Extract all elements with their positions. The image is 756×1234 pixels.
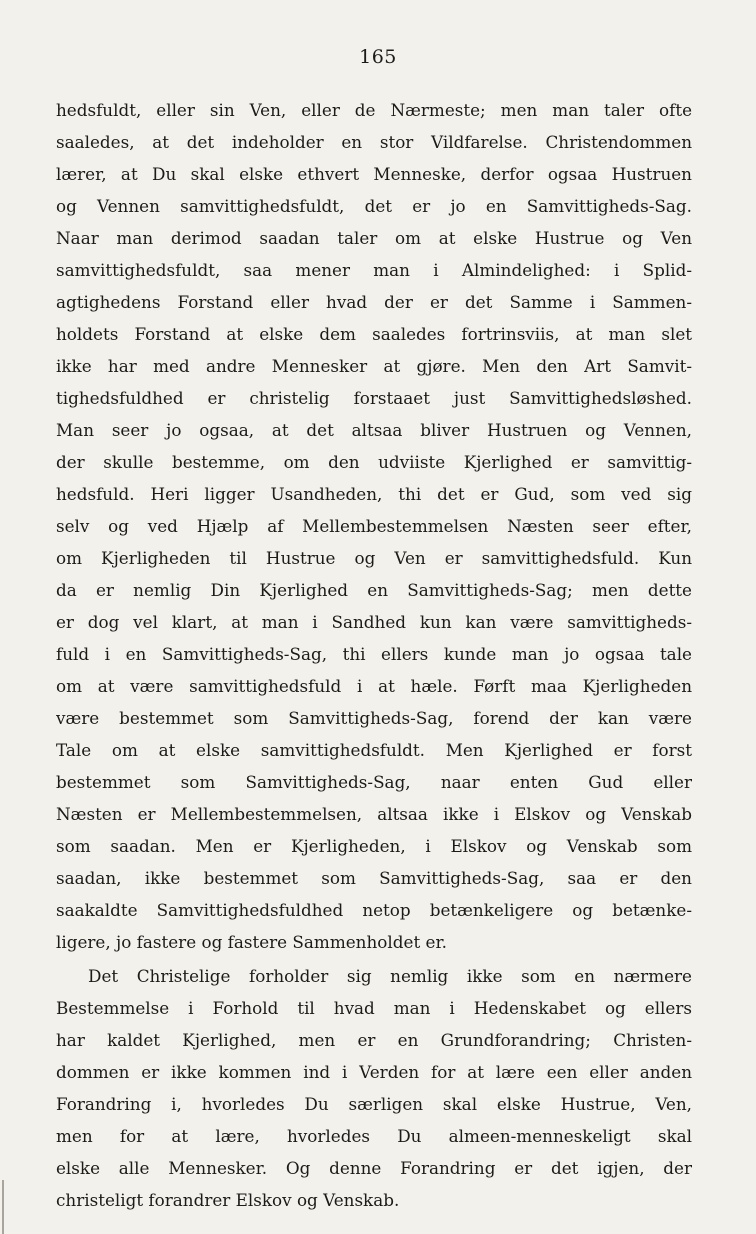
text-line: Man seer jo ogsaa, at det altsaa bliver Hustruen og Vennen, <box>56 420 692 440</box>
text-line: ligere, jo fastere og fastere Sammenholdet er. <box>56 932 447 952</box>
text-line: er dog vel klart, at man i Sandhed kun kan være samvittigheds- <box>56 612 692 632</box>
text-line: elske alle Mennesker. Og denne Forandring er det igjen, der <box>56 1158 692 1178</box>
body-text <box>56 94 692 1216</box>
text-line: om at være samvittighedsfuld i at hæle. Førft maa Kjerligheden <box>56 676 692 696</box>
text-line: som saadan. Men er Kjerligheden, i Elskov og Venskab som <box>56 836 692 856</box>
text-line: samvittighedsfuldt, saa mener man i Almindelighed: i Splid- <box>56 260 692 280</box>
text-line: da er nemlig Din Kjerlighed en Samvittigheds-Sag; men dette <box>56 580 692 600</box>
text-line: fuld i en Samvittigheds-Sag, thi ellers kunde man jo ogsaa tale <box>56 644 692 664</box>
text-line: lærer, at Du skal elske ethvert Menneske, derfor ogsaa Hustruen <box>56 164 692 184</box>
text-line: Bestemmelse i Forhold til hvad man i Hedenskabet og ellers <box>56 998 692 1018</box>
text-line: Det Christelige forholder sig nemlig ikke som en nærmere <box>88 966 692 986</box>
scan-edge-mark <box>2 1180 4 1234</box>
text-line: hedsfuld. Heri ligger Usandheden, thi det er Gud, som ved sig <box>56 484 692 504</box>
text-line: Forandring i, hvorledes Du særligen skal elske Hustrue, Ven, <box>56 1094 692 1114</box>
text-line: christeligt forandrer Elskov og Venskab. <box>56 1190 400 1210</box>
text-line: Tale om at elske samvittighedsfuldt. Men Kjerlighed er forst <box>56 740 692 760</box>
paragraph-2 <box>56 960 692 1216</box>
text-line: saakaldte Samvittighedsfuldhed netop betænkeligere og betænke- <box>56 900 692 920</box>
text-line: dommen er ikke kommen ind i Verden for at lære een eller anden <box>56 1062 692 1082</box>
text-line: saadan, ikke bestemmet som Samvittigheds-Sag, saa er den <box>56 868 692 888</box>
text-line: selv og ved Hjælp af Mellembestemmelsen Næsten seer efter, <box>56 516 692 536</box>
text-line: Næsten er Mellembestemmelsen, altsaa ikke i Elskov og Venskab <box>56 804 692 824</box>
text-line: være bestemmet som Samvittigheds-Sag, forend der kan være <box>56 708 692 728</box>
text-line: holdets Forstand at elske dem saaledes fortrinsviis, at man slet <box>56 324 692 344</box>
text-line: saaledes, at det indeholder en stor Vildfarelse. Christendommen <box>56 132 692 152</box>
paragraph-1 <box>56 94 692 958</box>
text-line: ikke har med andre Mennesker at gjøre. Men den Art Samvit- <box>56 356 692 376</box>
text-line: Naar man derimod saadan taler om at elske Hustrue og Ven <box>56 228 692 248</box>
text-line: og Vennen samvittighedsfuldt, det er jo en Samvittigheds-Sag. <box>56 196 692 216</box>
page-number: 165 <box>359 46 397 68</box>
text-line: bestemmet som Samvittigheds-Sag, naar enten Gud eller <box>56 772 692 792</box>
text-line: har kaldet Kjerlighed, men er en Grundforandring; Christen- <box>56 1030 692 1050</box>
text-line: tighedsfuldhed er christelig forstaaet just Samvittighedsløshed. <box>56 388 692 408</box>
text-line: om Kjerligheden til Hustrue og Ven er samvittighedsfuld. Kun <box>56 548 692 568</box>
text-line: der skulle bestemme, om den udviiste Kjerlighed er samvittig- <box>56 452 692 472</box>
text-line: hedsfuldt, eller sin Ven, eller de Nærmeste; men man taler ofte <box>56 100 692 120</box>
text-line: men for at lære, hvorledes Du almeen-menneskeligt skal <box>56 1126 692 1146</box>
text-line: agtighedens Forstand eller hvad der er det Samme i Sammen- <box>56 292 692 312</box>
